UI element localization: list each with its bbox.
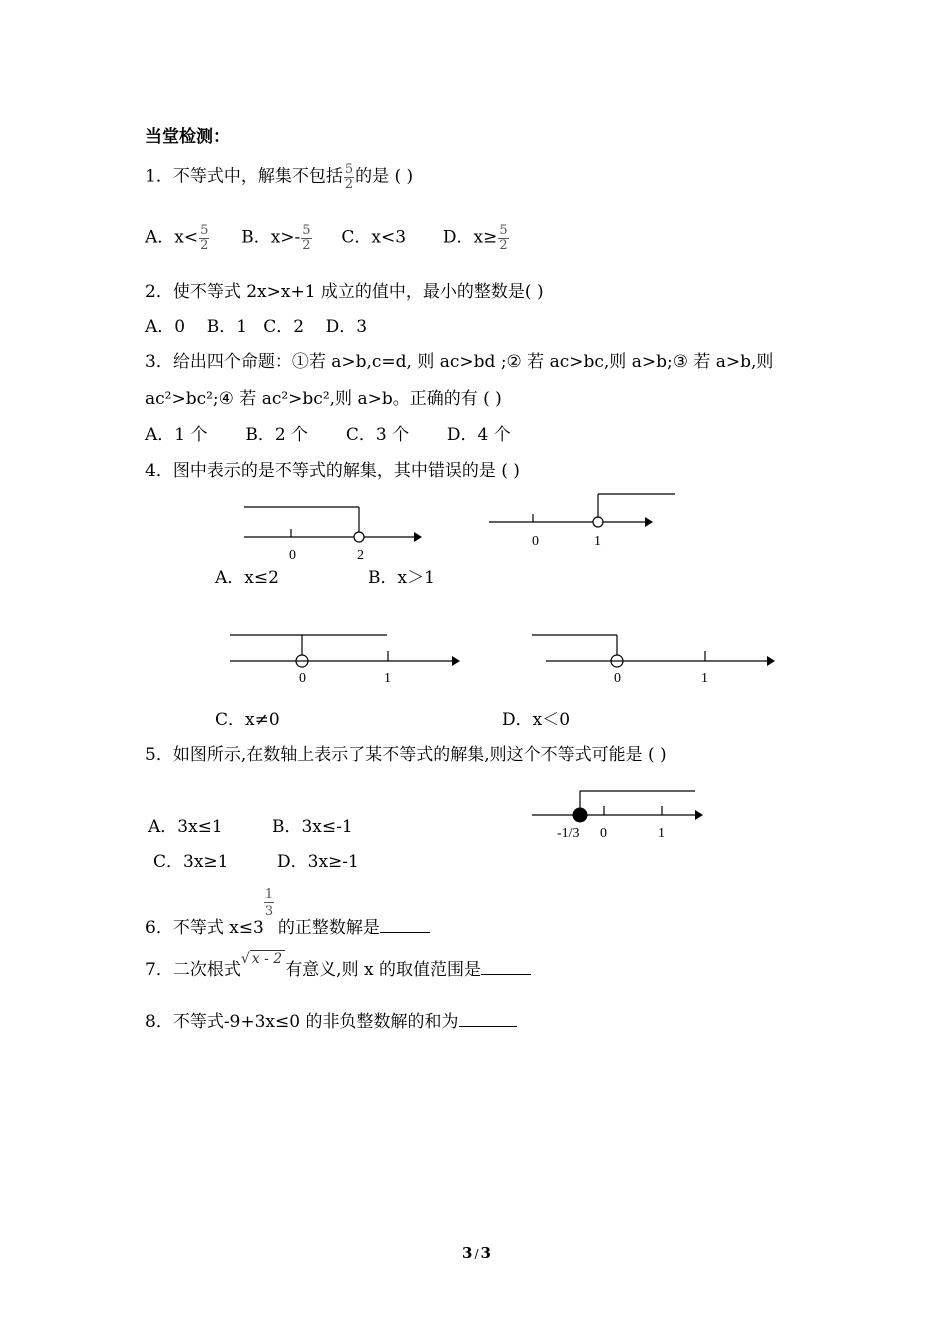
- frac-den: 2: [302, 237, 311, 253]
- q1-option-a: A．x<: [145, 227, 199, 248]
- hollow-point: [593, 517, 603, 527]
- q1-option-b: B．x>-: [241, 227, 301, 248]
- tick-label: -1/3: [557, 826, 580, 841]
- q6-stem-after: 的正整数解是: [277, 918, 380, 938]
- frac-num: 5: [302, 223, 311, 238]
- q4-figure-b: [489, 494, 675, 549]
- tick-label: 1: [701, 671, 708, 686]
- q1-frac-den: 2: [344, 176, 354, 192]
- q5-option-a: A．3x≤1: [148, 817, 223, 837]
- q7-radicand: x - 2: [250, 950, 285, 967]
- frac-den: 2: [499, 237, 508, 253]
- q6-stem-before: 6．不等式 x≤3: [145, 918, 264, 938]
- q8-answer-blank[interactable]: [459, 1012, 517, 1027]
- frac-num: 5: [200, 223, 209, 238]
- q6-frac-bar: [264, 902, 274, 903]
- q1-stem-after: 的是 ( ): [355, 166, 414, 187]
- axis-arrow: [414, 532, 422, 542]
- q4-label-a: A．x≤2: [215, 568, 279, 588]
- q7-answer-blank[interactable]: [481, 960, 531, 975]
- q5-figure: [532, 791, 703, 841]
- q4-label-b: B．x＞1: [368, 568, 435, 588]
- tick-label: 0: [614, 671, 621, 686]
- tick-label: 0: [289, 548, 296, 563]
- q3-options: A．1 个 B．2 个 C．3 个 D．4 个: [145, 425, 511, 445]
- q1-option-c: C．x<3: [341, 227, 407, 248]
- q8-stem: [145, 1012, 517, 1031]
- q1-option-d: D．x≥: [442, 227, 498, 248]
- q6-answer-blank[interactable]: [380, 918, 430, 933]
- q5-stem: 5．如图所示,在数轴上表示了某不等式的解集,则这个不等式可能是 ( ): [145, 745, 667, 765]
- frac-num: 5: [499, 223, 508, 238]
- q4-figure-c: [230, 635, 460, 686]
- q5-option-d: D．3x≥-1: [277, 852, 359, 872]
- q7-stem: [145, 951, 531, 980]
- page-total: 3: [480, 1244, 491, 1262]
- q7-radical: [241, 952, 285, 966]
- q4-label-d: D．x＜0: [502, 710, 571, 730]
- q5-option-b: B．3x≤-1: [272, 817, 353, 837]
- q8-text: 8．不等式-9+3x≤0 的非负整数解的和为: [145, 1012, 459, 1032]
- q4-label-c: C．x≠0: [215, 710, 280, 730]
- tick-label: 2: [357, 548, 364, 563]
- q4-stem: 4．图中表示的是不等式的解集，其中错误的是 ( ): [145, 461, 520, 481]
- q4-figure-a: [244, 507, 422, 563]
- page-footer: [462, 1246, 491, 1261]
- q6-mixed-fraction: [264, 887, 278, 933]
- q1-frac-num: 5: [344, 162, 354, 177]
- axis-arrow: [695, 810, 703, 820]
- q6-frac-den: 3: [264, 904, 274, 919]
- page-number: 3: [462, 1244, 473, 1262]
- solid-point: [573, 808, 587, 822]
- q3-line2: ac²>bc²;④ 若 ac²>bc²,则 a>b。正确的有 ( ): [145, 389, 502, 409]
- tick-label: 1: [594, 534, 601, 549]
- section-title: 当堂检测：: [145, 127, 230, 147]
- axis-arrow: [452, 656, 460, 666]
- axis-arrow: [767, 656, 775, 666]
- page-separator: /: [474, 1247, 479, 1261]
- q1-stem-before: 1．不等式中，解集不包括: [145, 166, 343, 187]
- q6-frac-num: 1: [264, 887, 274, 902]
- q4-figure-d: [532, 635, 775, 686]
- frac-den: 2: [200, 237, 209, 253]
- q5-option-c: C．3x≥1: [153, 852, 229, 872]
- axis-arrow: [645, 517, 653, 527]
- tick-label: 1: [384, 671, 391, 686]
- radical-sign-icon: √: [240, 951, 250, 967]
- tick-label: 0: [299, 671, 306, 686]
- q2-options: A．0 B．1 C．2 D．3: [145, 317, 368, 337]
- q2-stem: 2．使不等式 2x>x+1 成立的值中，最小的整数是( ): [145, 282, 544, 302]
- q7-stem-before: 7．二次根式: [145, 960, 241, 980]
- tick-label: 1: [658, 826, 665, 841]
- tick-label: 0: [600, 826, 607, 841]
- q6-stem: [145, 887, 430, 938]
- q3-line1: 3．给出四个命题：①若 a>b,c=d, 则 ac>bd ;② 若 ac>bc,则 a>b;③ 若 a>b,则: [145, 352, 774, 372]
- q7-stem-after: 有意义,则 x 的取值范围是: [285, 960, 481, 980]
- tick-label: 0: [532, 534, 539, 549]
- hollow-point: [354, 532, 364, 542]
